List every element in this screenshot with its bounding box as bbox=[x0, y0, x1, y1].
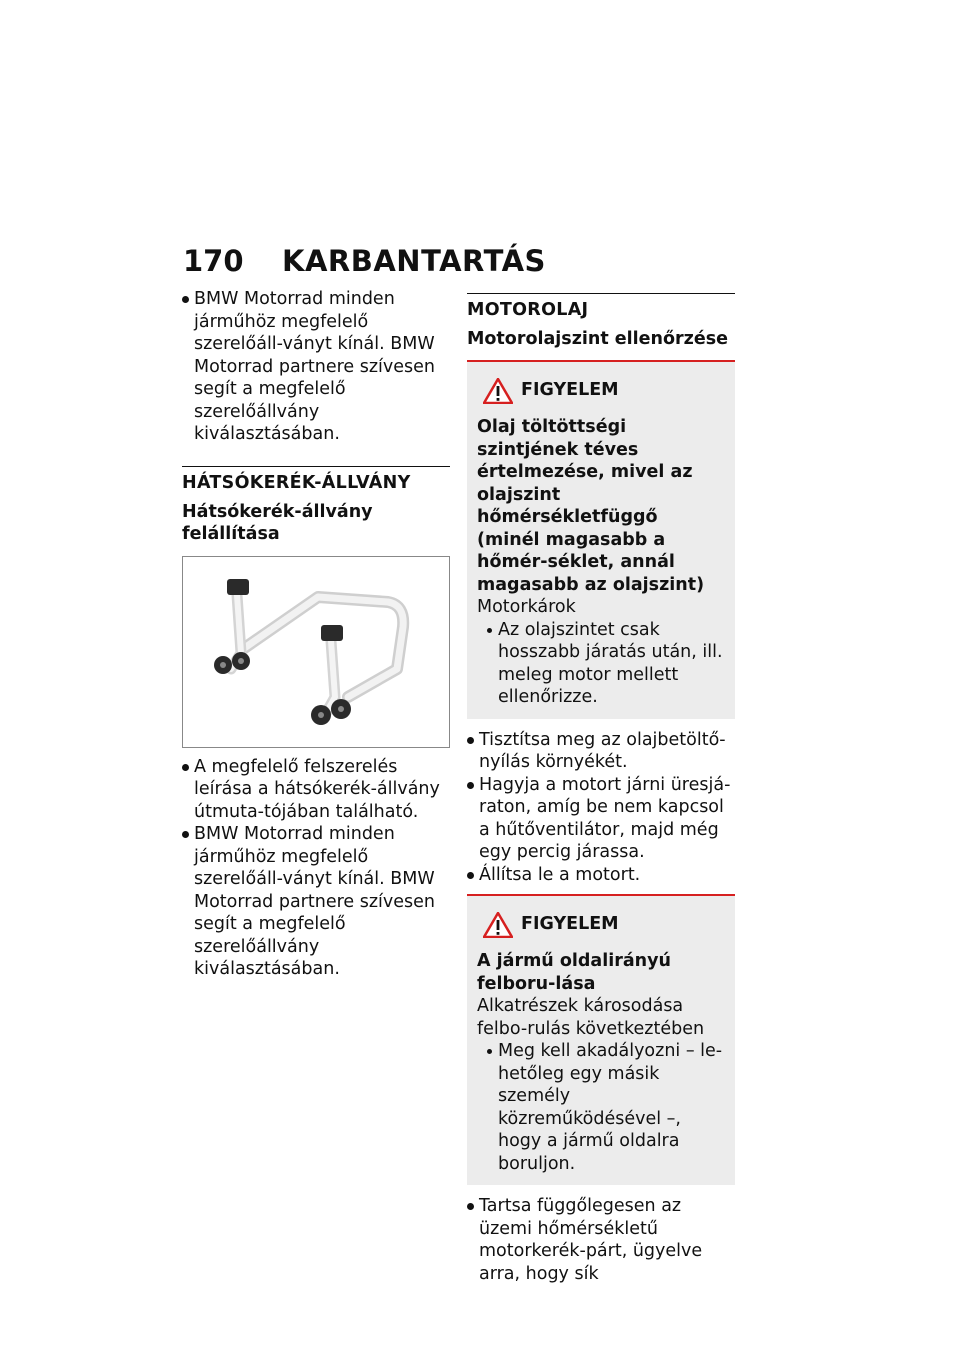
list-item: Állítsa le a motort. bbox=[467, 864, 735, 887]
chapter-title: KARBANTARTÁS bbox=[282, 244, 546, 278]
warning-remedy: Az olajszintet csak hosszabb járatás után, ill. meleg motor mellett ellenőrizze. bbox=[477, 619, 725, 709]
list-item: BMW Motorrad minden járműhöz megfelelő szerelőáll-ványt kínál. BMW Motorrad partnere szívesen segít a megfelelő szerelőállvány kiválasztásában. bbox=[182, 823, 450, 981]
section-title-rear-stand: HÁTSÓKERÉK-ÁLLVÁNY bbox=[182, 466, 450, 493]
warning-cause: Olaj töltöttségi szintjének téves értelmezése, mivel az olajszint hőmérsékletfüggő (minél magasabb a hőmér-séklet, annál magasabb az olajszint) bbox=[477, 417, 705, 595]
warning-consequence: Motorkárok bbox=[477, 597, 576, 617]
list-item: Tisztítsa meg az olajbetöltő-nyílás környékét. bbox=[467, 729, 735, 774]
rear-stand-drawing bbox=[183, 557, 449, 747]
warning-box-tipping bbox=[467, 896, 735, 1185]
warning-header bbox=[477, 376, 725, 406]
warning-box-oil bbox=[467, 362, 735, 719]
warning-triangle-icon bbox=[483, 912, 513, 938]
warning-header bbox=[477, 910, 725, 940]
warning-remedy: Meg kell akadályozni – le-hetőleg egy másik személy közreműködésével –, hogy a jármű oldalra boruljon. bbox=[477, 1040, 725, 1175]
subsection-title-oil-check: Motorolajszint ellenőrzése bbox=[467, 328, 735, 362]
right-column bbox=[467, 288, 735, 1285]
list-item: A megfelelő felszerelés leírása a hátsókerék-állvány útmuta-tójában található. bbox=[182, 756, 450, 824]
section-title-engine-oil: MOTOROLAJ bbox=[467, 293, 735, 320]
warning-triangle-icon bbox=[483, 378, 513, 404]
list-item: Hagyja a motort járni üresjá-raton, amíg be nem kapcsol a hűtőventilátor, majd még egy percig járassa. bbox=[467, 774, 735, 864]
intro-bullet: BMW Motorrad minden járműhöz megfelelő szerelőáll-ványt kínál. BMW Motorrad partnere szívesen segít a megfelelő szerelőállvány kiválasztásában. bbox=[182, 288, 450, 446]
warning-label: FIGYELEM bbox=[521, 380, 619, 400]
left-column bbox=[182, 288, 450, 981]
page-number: 170 bbox=[183, 244, 244, 278]
warning-cause: A jármű oldalirányú felboru-lása bbox=[477, 951, 671, 994]
oil-check-steps bbox=[467, 729, 735, 887]
rear-stand-illustration bbox=[182, 556, 450, 748]
warning-label: FIGYELEM bbox=[521, 914, 619, 934]
warning-consequence: Alkatrészek károsodása felbo-rulás következtében bbox=[477, 996, 705, 1039]
left-bullets bbox=[182, 756, 450, 981]
list-item: Tartsa függőlegesen az üzemi hőmérsékletű motorkerék-párt, ügyelve arra, hogy sík bbox=[467, 1195, 735, 1285]
subsection-title-rear-stand: Hátsókerék-állvány felállítása bbox=[182, 501, 373, 544]
